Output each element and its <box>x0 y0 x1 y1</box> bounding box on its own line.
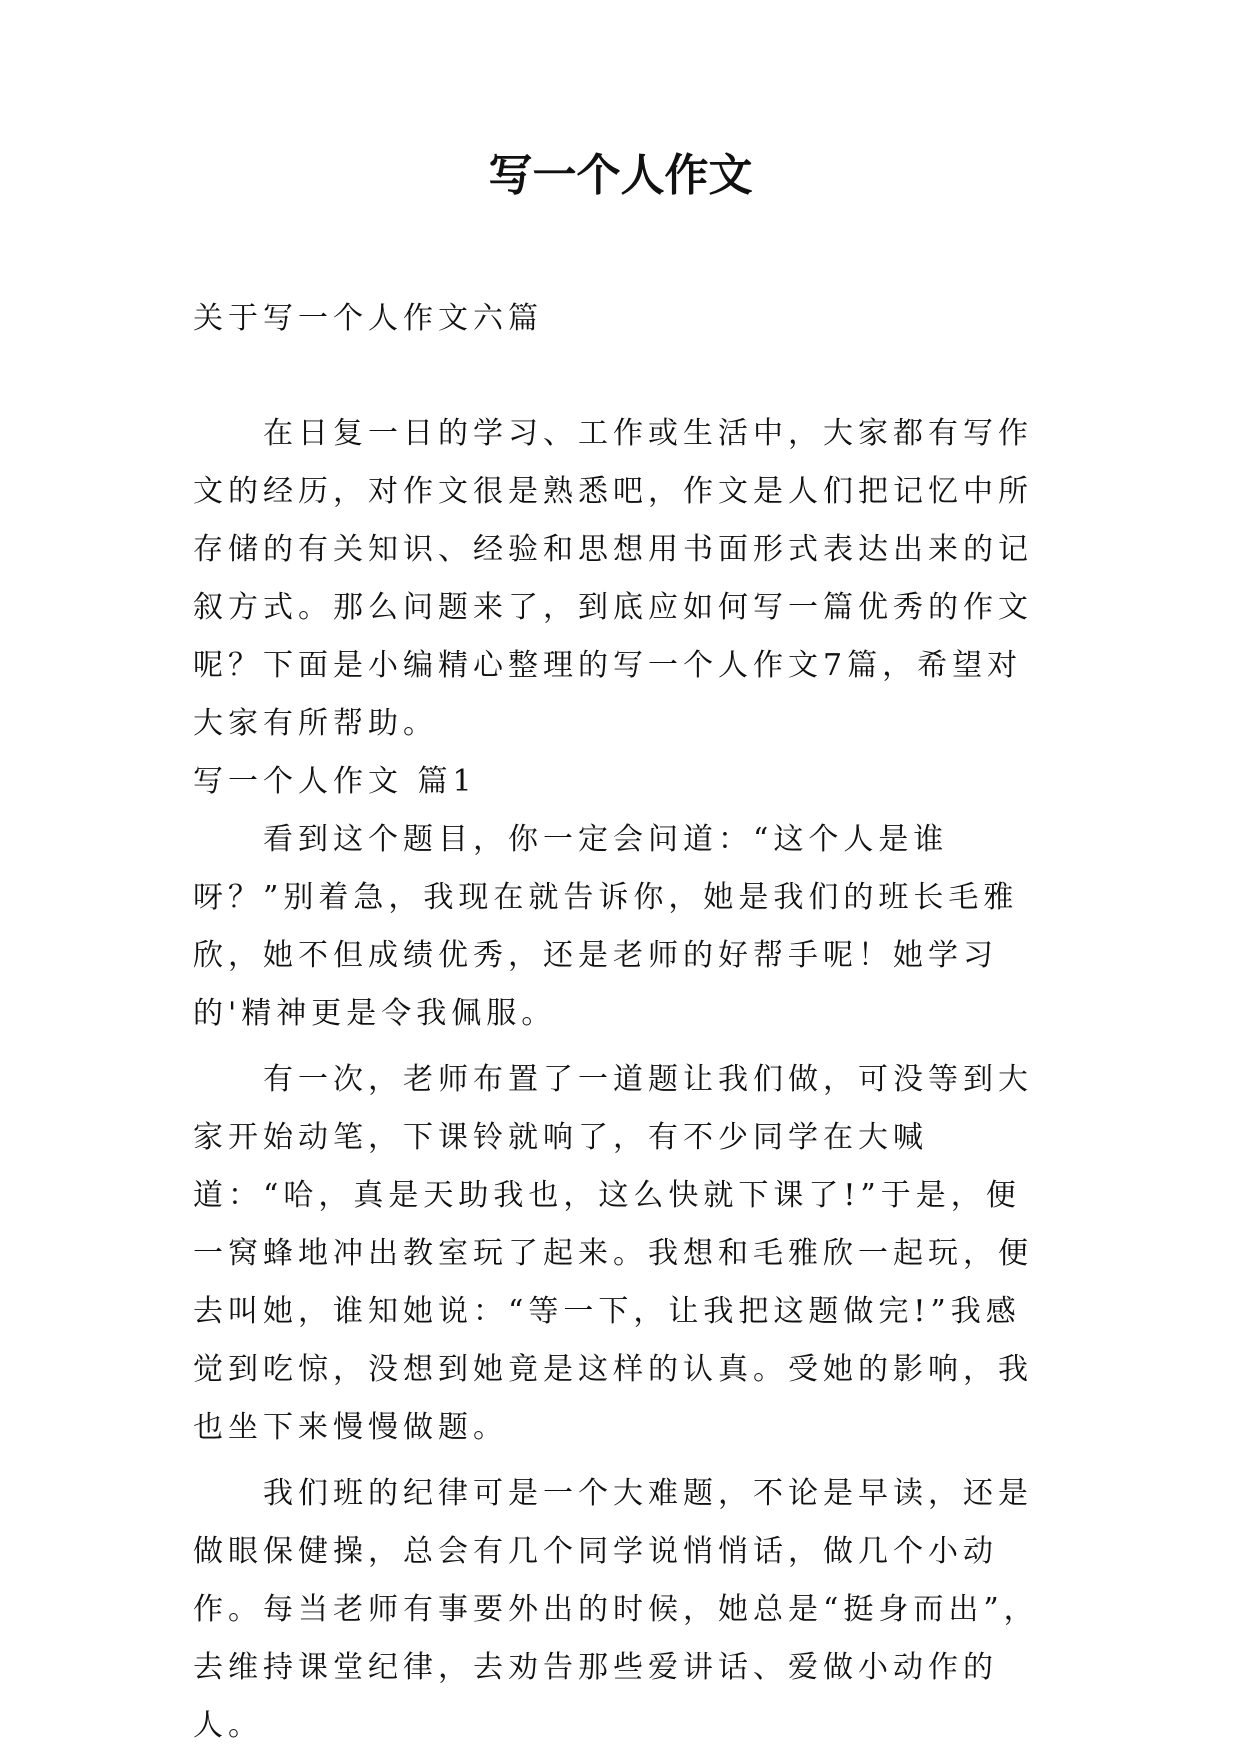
intro-paragraph: 在日复一日的学习、工作或生活中，大家都有写作文的经历，对作文很是熟悉吧，作文是人们把记忆中所存储的有关知识、经验和思想用书面形式表达出来的记叙方式。那么问题来了，到底应如何写一篇优秀的作文呢？下面是小编精心整理的写一个人作文7篇，希望对大家有所帮助。 <box>193 416 1033 741</box>
body-paragraph: 我们班的纪律可是一个大难题，不论是早读，还是做眼保健操，总会有几个同学说悄悄话，做几个小动作。每当老师有事要外出的时候，她总是“挺身而出”，去维持课堂纪律，去劝告那些爱讲话、爱做小动作的人。 <box>193 1476 1039 1743</box>
document-subtitle: 关于写一个人作文六篇 <box>193 301 543 336</box>
document-title: 写一个人作文 <box>488 150 753 201</box>
body-paragraph: 有一次，老师布置了一道题让我们做，可没等到大家开始动笔，下课铃就响了，有不少同学在大喊道：“哈，真是天助我也，这么快就下课了!”于是，便一窝蜂地冲出教室玩了起来。我想和毛雅欣一起玩，便去叫她，谁知她说：“等一下，让我把这题做完!”我感觉到吃惊，没想到她竟是这样的认真。受她的影响，我也坐下来慢慢做题。 <box>193 1062 1033 1445</box>
section-heading: 写一个人作文 篇1 <box>193 764 477 799</box>
body-paragraph: 看到这个题目，你一定会问道：“这个人是谁呀？”别着急，我现在就告诉你，她是我们的班长毛雅欣，她不但成绩优秀，还是老师的好帮手呢！她学习的'精神更是令我佩服。 <box>193 822 1019 1031</box>
document-body <box>193 405 1051 1755</box>
